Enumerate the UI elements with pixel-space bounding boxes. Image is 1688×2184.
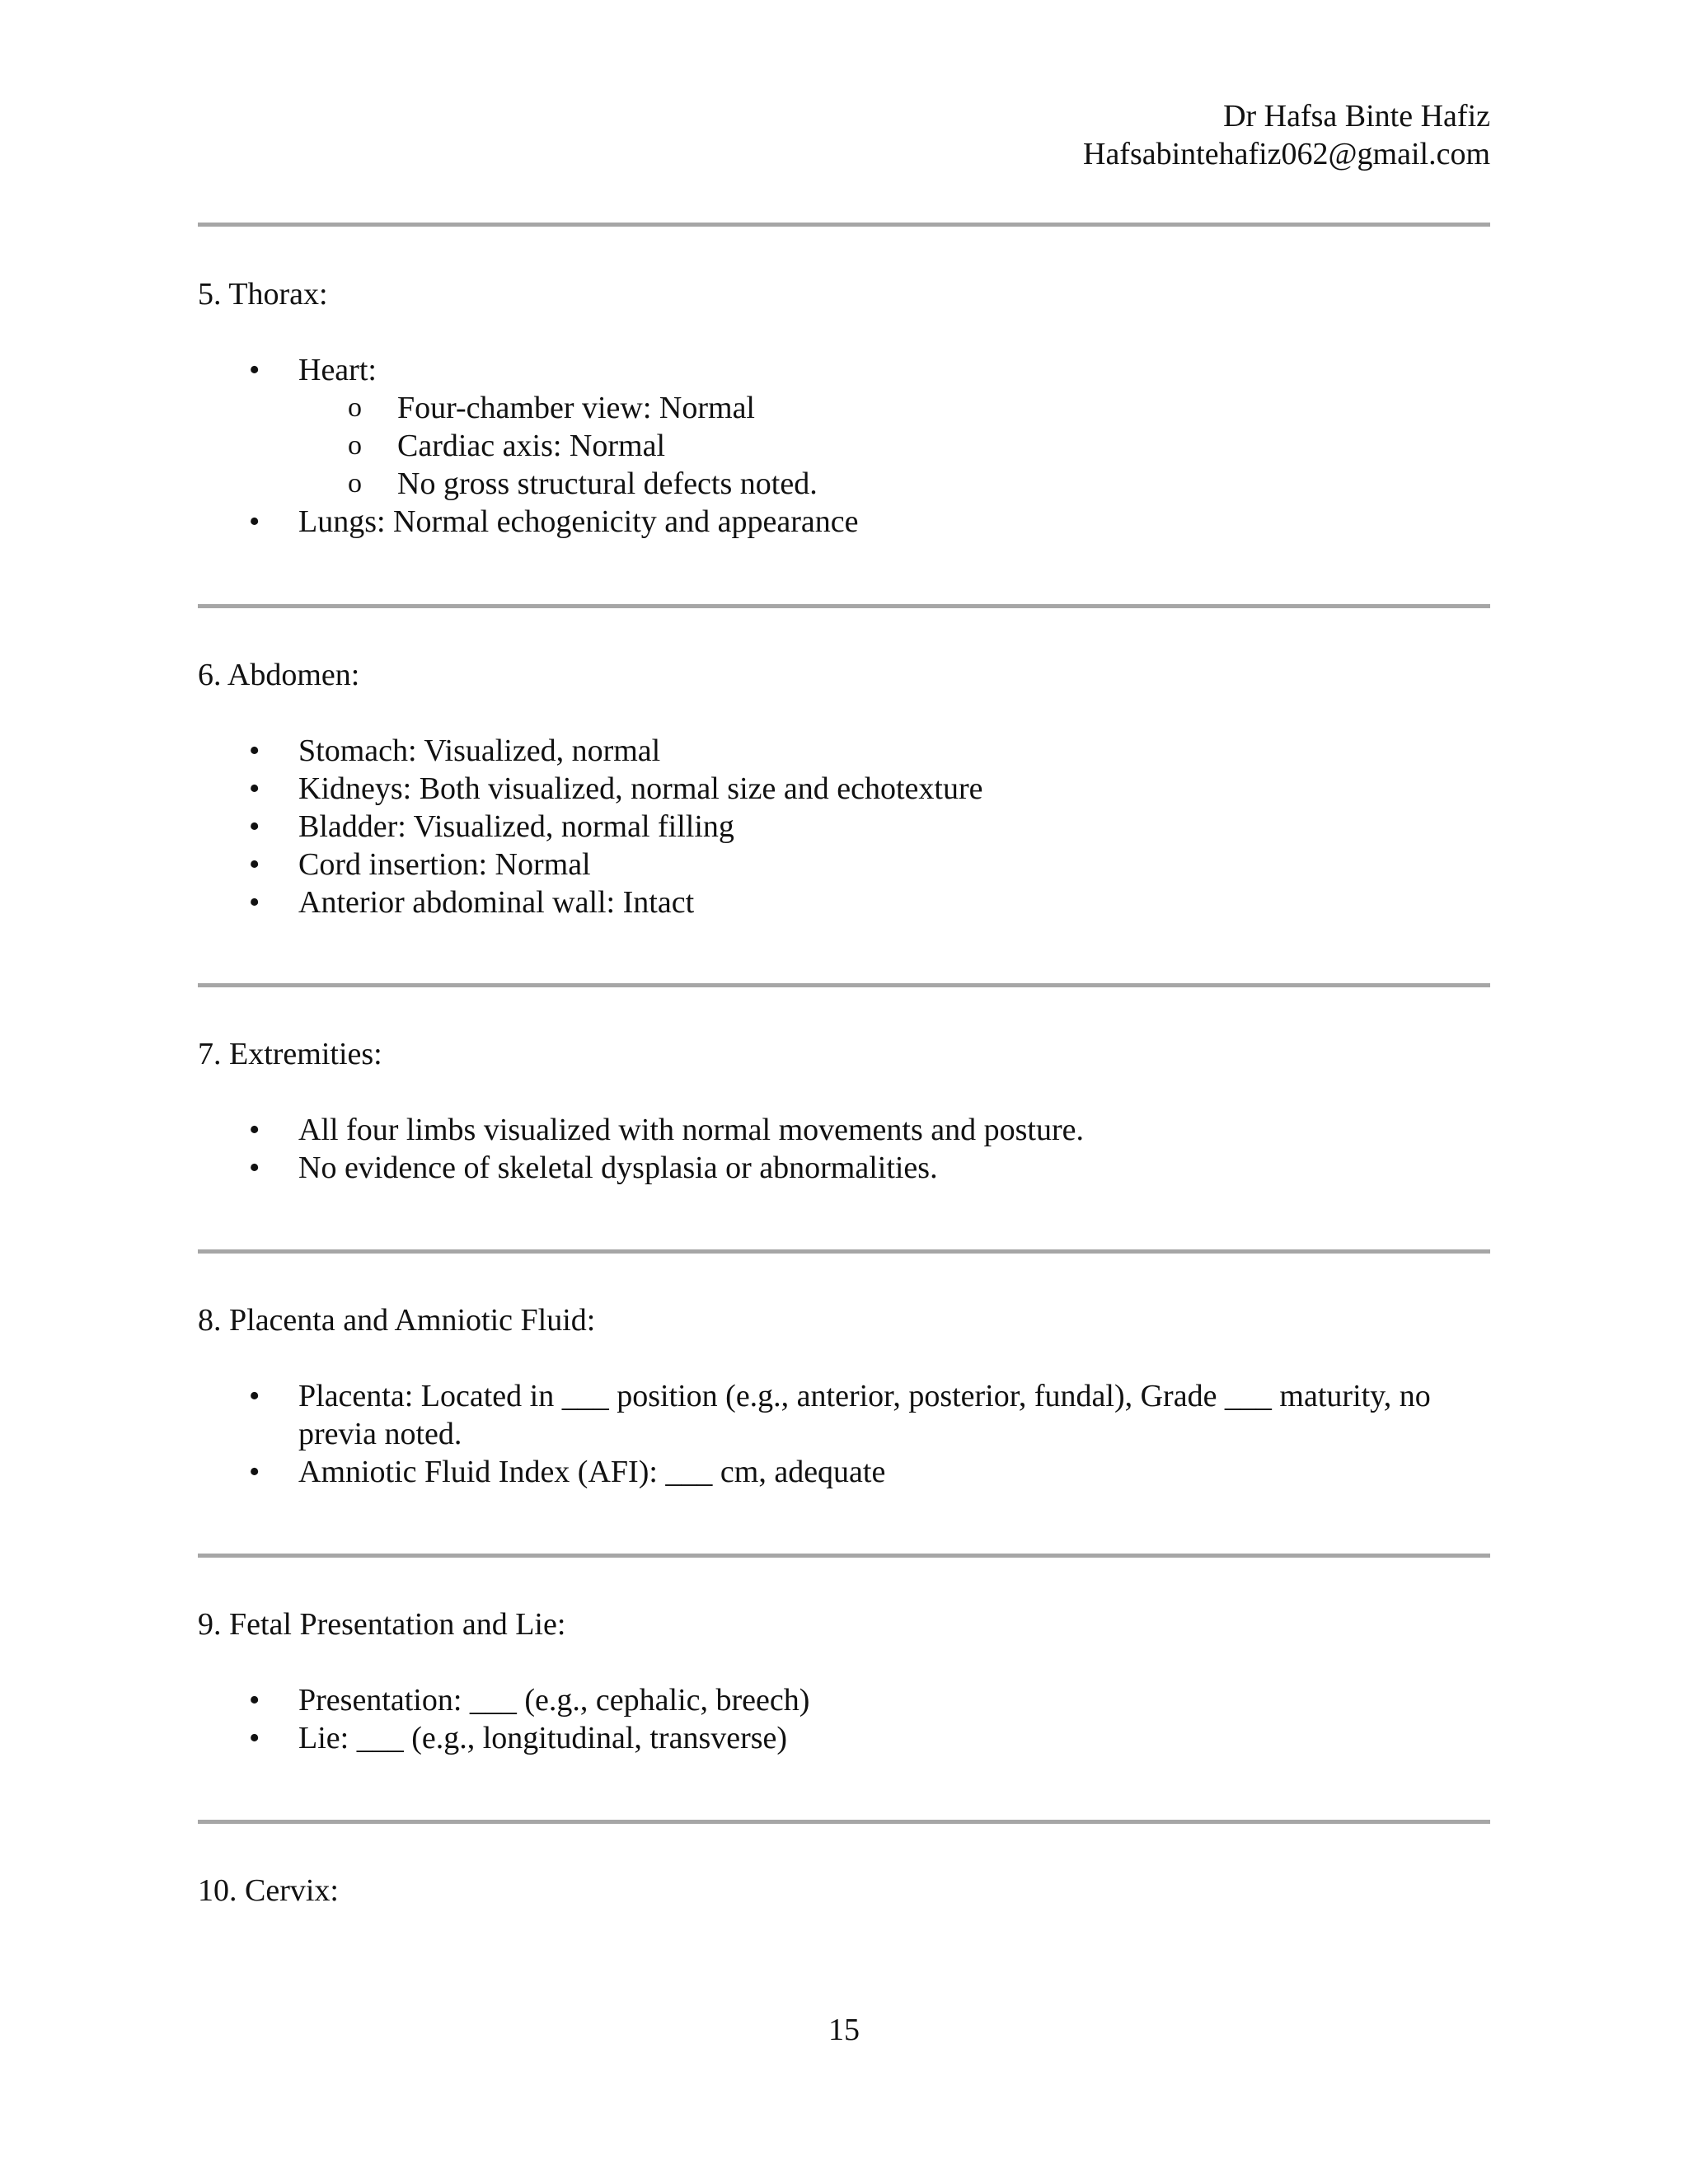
section-title-abdomen: 6. Abdomen: [198,658,360,692]
list-item-text: Placenta: Located in ___ position (e.g., anterior, posterior, fundal), Grade ___ maturity, no previa noted. [298,1379,1431,1451]
bullet-icon: • [249,885,260,920]
presentation-list [198,1681,1490,1757]
section-divider [198,1820,1490,1824]
section-title-extremities: 7. Extremities: [198,1037,382,1071]
list-item [198,1111,1490,1149]
list-item [198,351,1490,503]
list-item [198,732,1490,770]
bullet-icon: • [249,847,260,882]
section-title-presentation: 9. Fetal Presentation and Lie: [198,1607,566,1642]
section-divider [198,1554,1490,1558]
list-item-text: Bladder: Visualized, normal filling [298,809,734,844]
section-divider [198,1249,1490,1254]
list-item-text: Presentation: ___ (e.g., cephalic, breech) [298,1683,810,1718]
list-item-text: Stomach: Visualized, normal [298,733,661,768]
section-divider [198,223,1490,227]
list-item-text: Cardiac axis: Normal [397,429,666,463]
list-item [198,770,1490,808]
list-item-text: No evidence of skeletal dysplasia or abnormalities. [298,1151,938,1185]
list-item [198,808,1490,846]
list-item-text: No gross structural defects noted. [397,466,818,501]
sub-bullet-icon: o [348,392,362,423]
list-item-text: Amniotic Fluid Index (AFI): ___ cm, adequate [298,1455,886,1489]
bullet-icon: • [249,733,260,768]
heart-sublist [298,389,1490,503]
bullet-icon: • [249,1379,260,1413]
list-item [198,1149,1490,1187]
list-item-text: Four-chamber view: Normal [397,391,755,425]
section-title-cervix: 10. Cervix: [198,1873,339,1908]
section-divider [198,983,1490,987]
abdomen-list [198,732,1490,921]
section-title-placenta: 8. Placenta and Amniotic Fluid: [198,1303,596,1338]
page-number: 15 [828,2013,860,2047]
list-item-text: All four limbs visualized with normal movements and posture. [298,1113,1085,1147]
list-item-text: Cord insertion: Normal [298,847,591,882]
sub-bullet-icon: o [348,468,362,499]
list-item [198,1719,1490,1757]
list-item-text: Kidneys: Both visualized, normal size and echotexture [298,771,983,806]
bullet-icon: • [249,1113,260,1147]
list-item [198,1453,1490,1491]
list-item-text: Lungs: Normal echogenicity and appearance [298,504,859,539]
list-item [198,1377,1490,1453]
heart-label: Heart: [298,353,377,387]
list-item [198,883,1490,921]
sub-bullet-icon: o [348,430,362,461]
bullet-icon: • [249,353,260,387]
list-item [198,846,1490,883]
section-title-thorax: 5. Thorax: [198,277,328,312]
bullet-icon: • [249,1455,260,1489]
bullet-icon: • [249,1683,260,1718]
list-item [298,465,1490,503]
thorax-list [198,351,1490,541]
list-item [198,1681,1490,1719]
bullet-icon: • [249,771,260,806]
author-name: Dr Hafsa Binte Hafiz [1223,99,1490,134]
bullet-icon: • [249,1151,260,1185]
author-email: Hafsabintehafiz062@gmail.com [1083,137,1490,171]
list-item [298,427,1490,465]
list-item [198,503,1490,541]
bullet-icon: • [249,1721,260,1755]
extremities-list [198,1111,1490,1187]
placenta-list [198,1377,1490,1491]
list-item-text: Lie: ___ (e.g., longitudinal, transverse) [298,1721,788,1755]
bullet-icon: • [249,809,260,844]
section-divider [198,604,1490,608]
list-item [298,389,1490,427]
page-header [1083,97,1490,173]
list-item-text: Anterior abdominal wall: Intact [298,885,695,920]
bullet-icon: • [249,504,260,539]
